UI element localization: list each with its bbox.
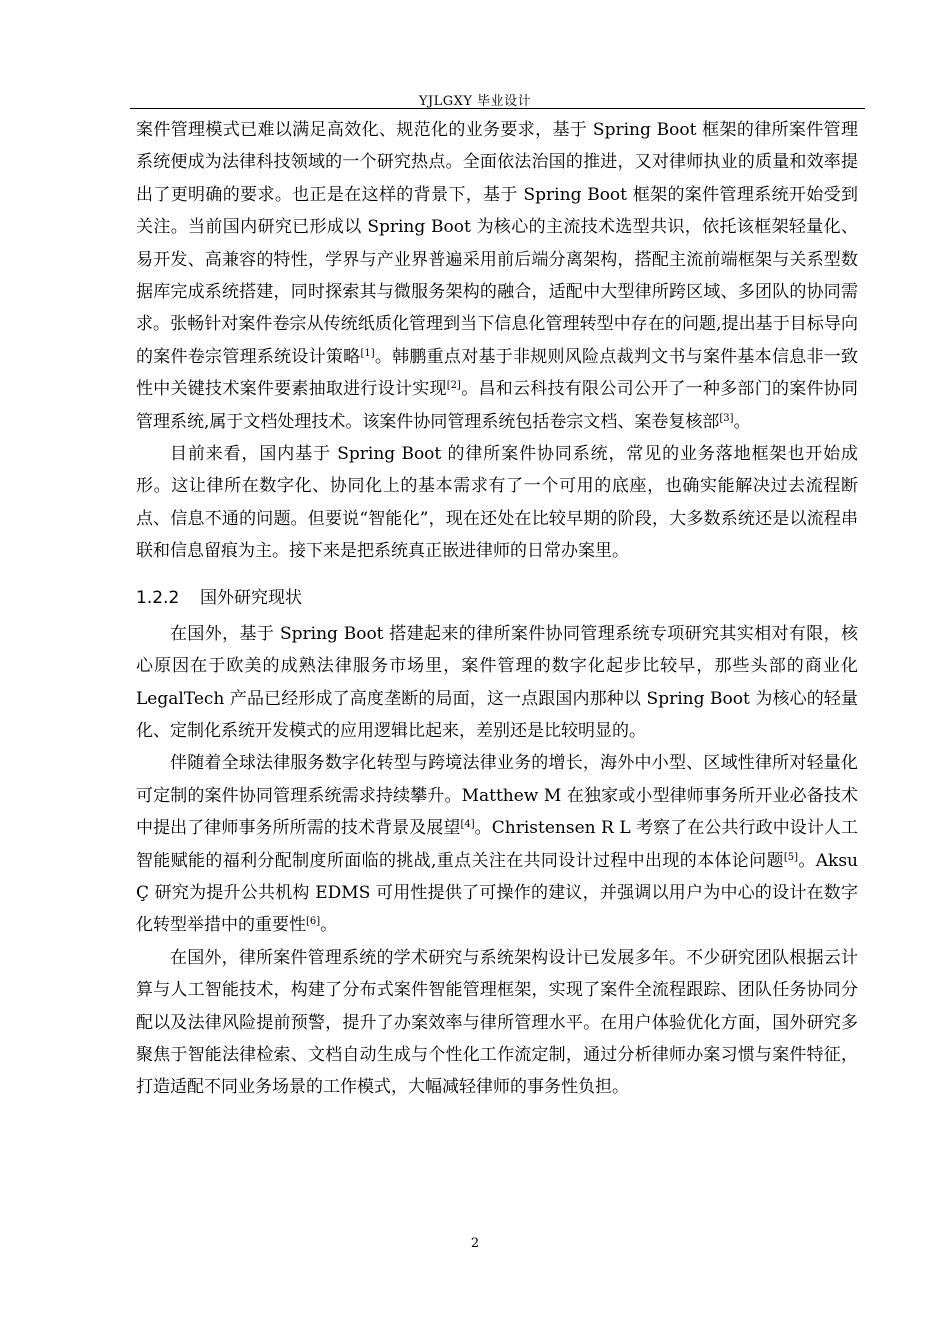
body-content [136, 114, 858, 1104]
section-1-2-1-body [136, 114, 858, 568]
paragraph [136, 747, 858, 941]
section-number: 1.2.2 [136, 587, 180, 608]
paragraph-text: 。昌和云科技有限公司公开了一种多部门的案件协同管理系统,属于文档处理技术。该案件协同管理系统包括卷宗文档、案卷复核部 [136, 379, 859, 432]
paragraph-text: 。 [320, 915, 338, 936]
citation-ref: [5] [783, 851, 799, 863]
citation-ref: [1] [360, 347, 375, 359]
citation-ref: [4] [460, 819, 475, 831]
section-title: 国外研究现状 [200, 587, 302, 608]
paragraph-text: 伴随着全球法律服务数字化转型与跨境法律业务的增长，海外中小型、区域性律所对轻量化可定制的案件协同管理系统需求持续攀升。Matthew M 在独家或小型律师事务所开业必备技术中提出了律师事务所所需的技术背景及展望 [136, 753, 858, 839]
paragraph [136, 618, 858, 748]
paragraph-text: 。Christensen R L 考察了在公共行政中设计人工智能赋能的福利分配制度所面临的挑战,重点关注在共同设计过程中出现的本体论问题 [136, 818, 859, 871]
paragraph [136, 114, 858, 438]
paragraph-text: 目前来看，国内基于 Spring Boot 的律所案件协同系统，常见的业务落地框架也开始成形。这让律所在数字化、协同化上的基本需求有了一个可用的底座，也确实能解决过去流程断点、信息不通的问题。但要说“智能化”，现在还处在比较早期的阶段，大多数系统还是以流程串联和信息留痕为主。接下来是把系统真正嵌进律师的日常办案里。 [136, 444, 858, 562]
paragraph [136, 438, 858, 568]
paragraph-text: 。韩鹏重点对基于非规则风险点裁判文书与案件基本信息非一致性中关键技术案件要素抽取进行设计实现 [136, 346, 859, 400]
section-1-2-2-body [136, 618, 858, 1104]
paragraph-text: 案件管理模式已难以满足高效化、规范化的业务要求，基于 Spring Boot 框架的律所案件管理系统便成为法律科技领域的一个研究热点。全面依法治国的推进，又对律师执业的质量和效率提出了更明确的要求。也正是在这样的背景下，基于 Spring Boot 框架的案件管理系统开始受到关注。当前国内研究已形成以 Spring Boot 为核心的主流技术选型共识，依托该框架轻量化、易开发、高兼容的特性，学界与产业界普遍采用前后端分离架构，搭配主流前端框架与关系型数据库完成系统搭建，同时探索其与微服务架构的融合，适配中大型律所跨区域、多团队的协同需求。张畅针对案件卷宗从传统纸质化管理到当下信息化管理转型中存在的问题,提出基于目标导向的案件卷宗管理系统设计策略 [136, 120, 858, 367]
paragraph-text: 。Aksu Ç 研究为提升公共机构 EDMS 可用性提供了可操作的建议，并强调以用户为中心的设计在数字化转型举措中的重要性 [136, 850, 858, 936]
paragraph-text: 在国外，基于 Spring Boot 搭建起来的律所案件协同管理系统专项研究其实相对有限，核心原因在于欧美的成熟法律服务市场里，案件管理的数字化起步比较早，那些头部的商业化 LegalTech 产品已经形成了高度垄断的局面，这一点跟国内那种以 Spring Boot 为核心的轻量化、定制化系统开发模式的应用逻辑比起来，差别还是比较明显的。 [136, 623, 858, 741]
header-rule [130, 108, 865, 109]
page-number: 2 [470, 1236, 480, 1251]
citation-ref: [6] [306, 916, 321, 928]
citation-ref: [2] [446, 380, 461, 392]
page-header: YJLGXY 毕业设计 [418, 94, 532, 109]
citation-ref: [3] [719, 412, 734, 424]
paragraph-text: 。 [733, 411, 751, 432]
paragraph-text: 在国外，律所案件管理系统的学术研究与系统架构设计已发展多年。不少研究团队根据云计算与人工智能技术，构建了分布式案件智能管理框架，实现了案件全流程跟踪、团队任务协同分配以及法律风险提前预警，提升了办案效率与律所管理水平。在用户体验优化方面，国外研究多聚焦于智能法律检索、文档自动生成与个性化工作流定制，通过分析律师办案习惯与案件特征，打造适配不同业务场景的工作模式，大幅减轻律师的事务性负担。 [136, 947, 858, 1098]
section-heading [136, 582, 858, 614]
paragraph [136, 942, 858, 1104]
